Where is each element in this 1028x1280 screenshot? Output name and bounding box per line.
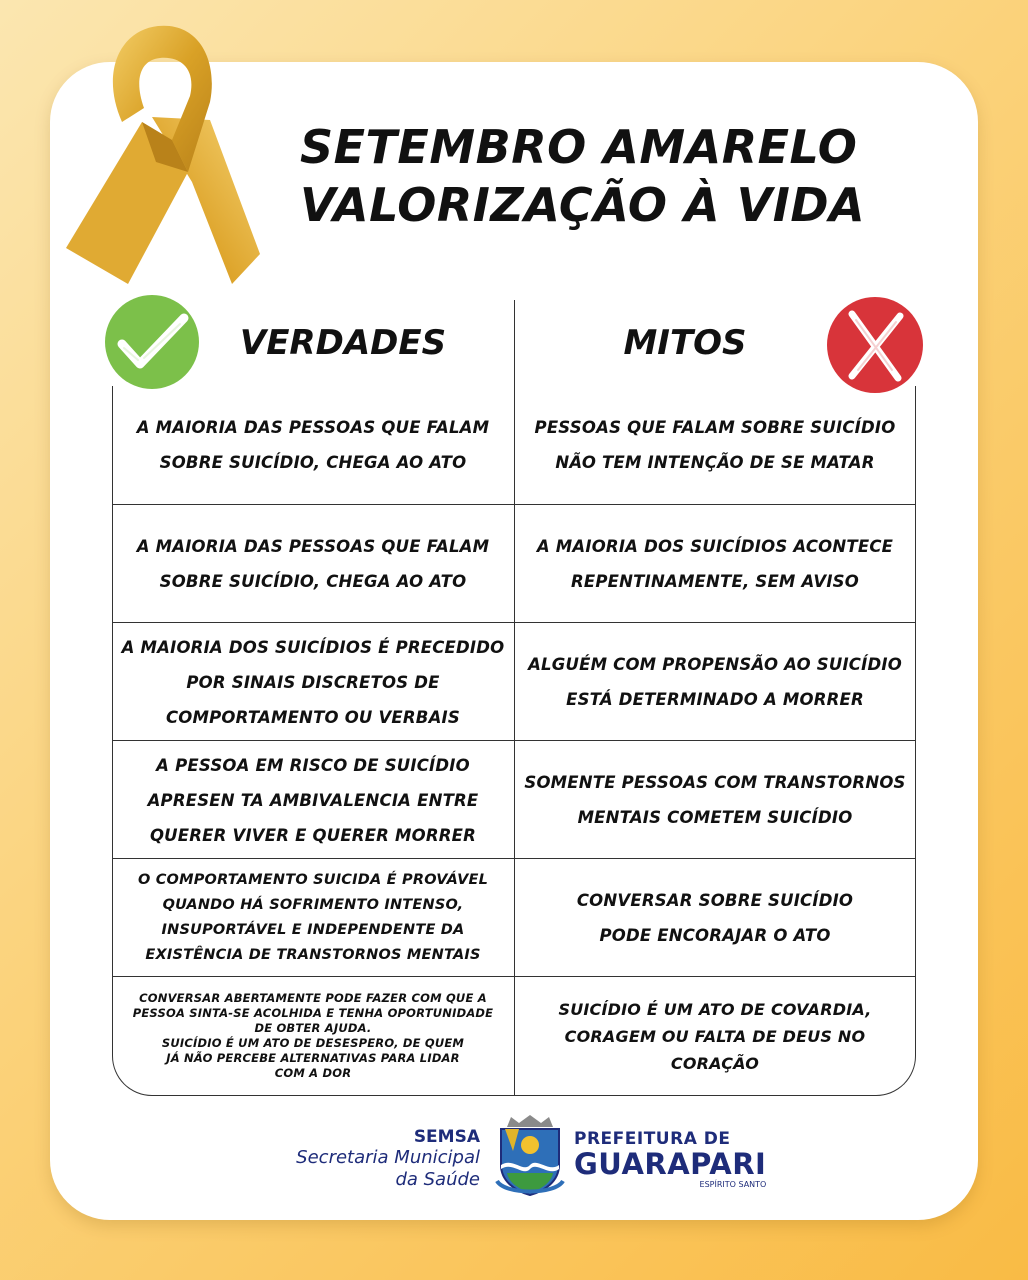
header-verdades: VERDADES [239, 323, 447, 363]
check-icon [104, 294, 200, 390]
verdade-cell: A PESSOA EM RISCO DE SUICÍDIO APRESEN TA AMBIVALENCIA ENTRE QUERER VIVER E QUERER MORRER [147, 755, 479, 845]
awareness-ribbon-icon [60, 22, 265, 292]
verdade-cell: O COMPORTAMENTO SUICIDA É PROVÁVEL QUANDO HÁ SOFRIMENTO INTENSO, INSUPORTÁVEL E INDEPENDENTE DA EXISTÊNCIA DE TRANSTORNOS MENTAIS [137, 872, 489, 963]
verdade-cell: CONVERSAR ABERTAMENTE PODE FAZER COM QUE A PESSOA SINTA-SE ACOLHIDA E TENHA OPORTUNIDADE DE OBTER AJUDA. SUICÍDIO É UM ATO DE DESESPERO, DE QUEM JÁ NÃO PERCEBE ALTERNATIVAS PARA LIDAR COM A DOR [132, 991, 494, 1080]
truths-myths-table [112, 300, 916, 1096]
mito-cell: CONVERSAR SOBRE SUICÍDIO PODE ENCORAJAR O ATO [576, 891, 854, 945]
municipal-crest-icon [493, 1115, 567, 1197]
prefeitura-line-2: GUARAPARI [574, 1147, 767, 1181]
semsa-name-line-1: Secretaria Municipal [296, 1147, 480, 1168]
verdade-cell: A MAIORIA DAS PESSOAS QUE FALAM SOBRE SUICÍDIO, CHEGA AO ATO [136, 418, 490, 472]
semsa-name-line-2: da Saúde [395, 1169, 480, 1190]
header-mitos: MITOS [623, 323, 747, 363]
page-title [300, 118, 920, 234]
mito-cell: PESSOAS QUE FALAM SOBRE SUICÍDIO NÃO TEM INTENÇÃO DE SE MATAR [534, 418, 896, 472]
mito-cell: A MAIORIA DOS SUICÍDIOS ACONTECE REPENTINAMENTE, SEM AVISO [536, 537, 894, 591]
verdade-cell: A MAIORIA DOS SUICÍDIOS É PRECEDIDO POR SINAIS DISCRETOS DE COMPORTAMENTO OU VERBAIS [121, 637, 505, 727]
prefeitura-state: ESPÍRITO SANTO [699, 1180, 767, 1189]
mito-cell: SOMENTE PESSOAS COM TRANSTORNOS MENTAIS COMETEM SUICÍDIO [524, 773, 906, 827]
prefeitura-line-1: PREFEITURA DE [574, 1129, 731, 1149]
footer-logos [0, 1115, 1028, 1205]
title-line-2: VALORIZAÇÃO À VIDA [300, 178, 866, 232]
mito-cell: SUICÍDIO É UM ATO DE COVARDIA, CORAGEM OU FALTA DE DEUS NO CORAÇÃO [558, 999, 872, 1073]
mito-cell: ALGUÉM COM PROPENSÃO AO SUICÍDIO ESTÁ DETERMINADO A MORRER [528, 655, 902, 709]
x-mark-icon [826, 296, 924, 394]
semsa-abbr: SEMSA [413, 1127, 480, 1147]
verdade-cell: A MAIORIA DAS PESSOAS QUE FALAM SOBRE SUICÍDIO, CHEGA AO ATO [136, 537, 490, 591]
semsa-logo [296, 1127, 480, 1191]
title-line-1: SETEMBRO AMARELO [300, 120, 858, 174]
column-divider [514, 300, 515, 1096]
prefeitura-logo [574, 1129, 766, 1191]
